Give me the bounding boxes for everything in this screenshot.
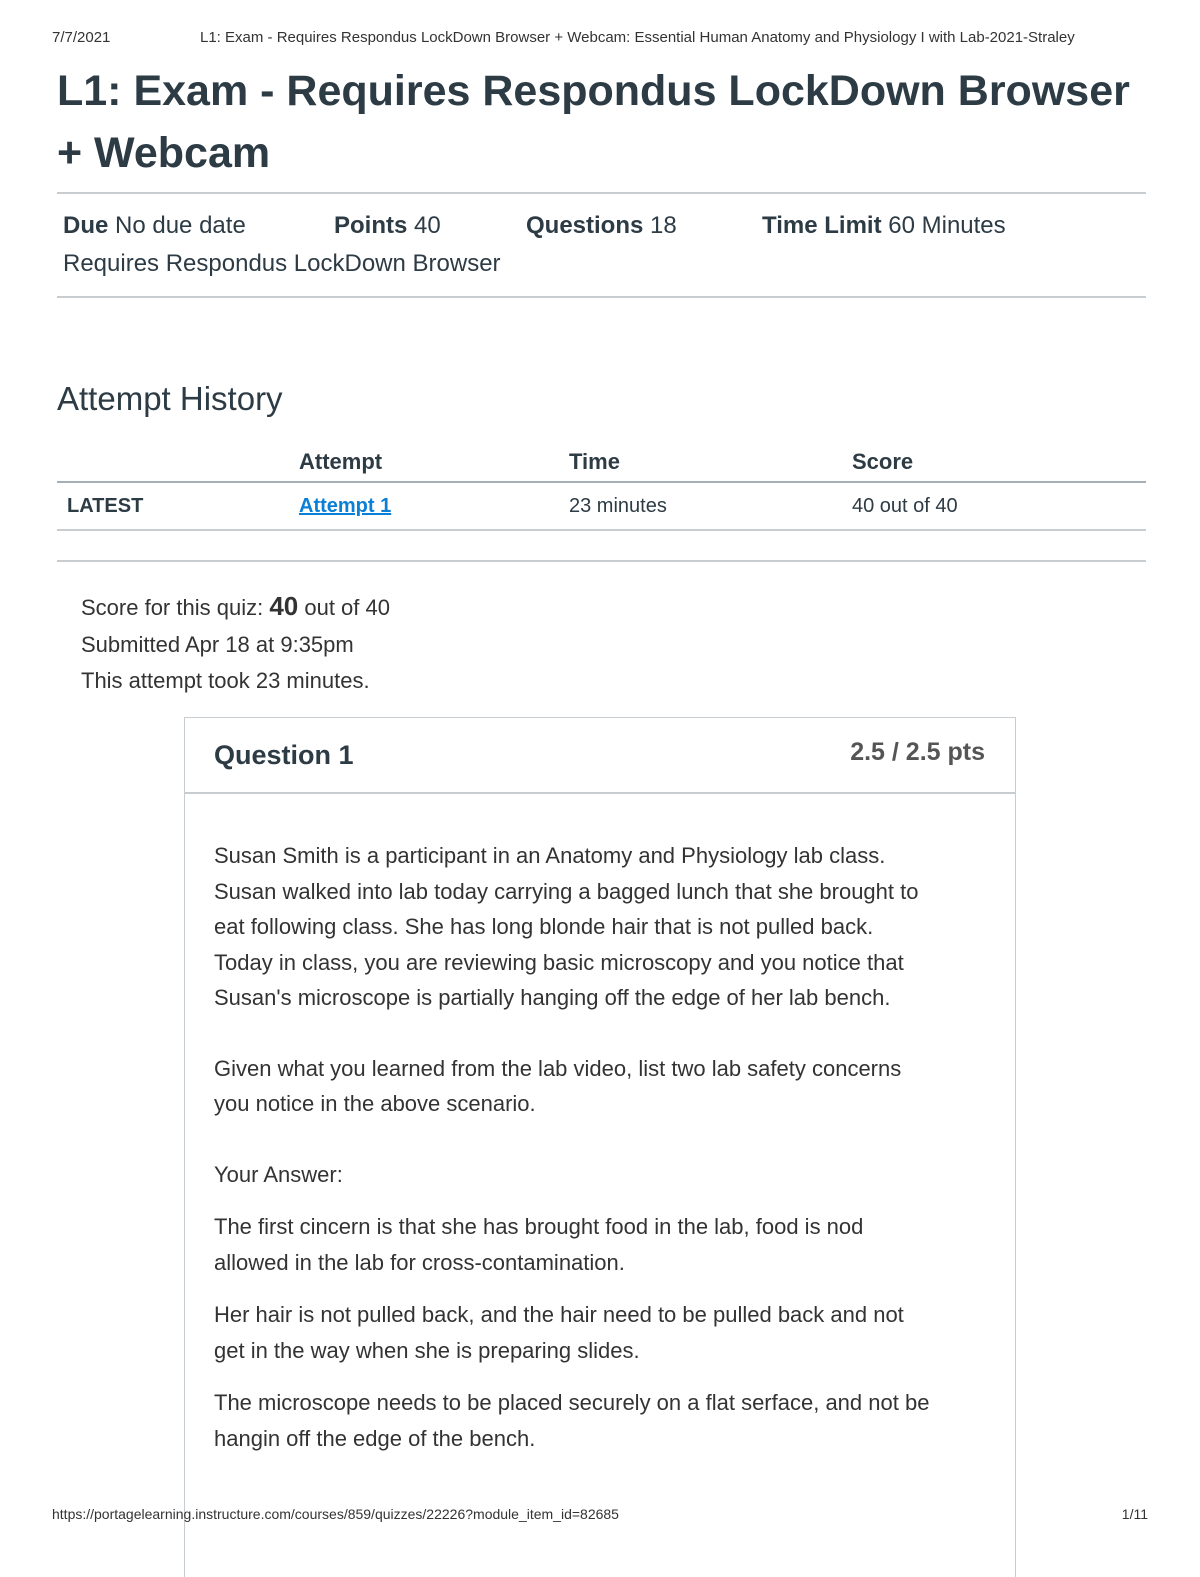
attempt-history-heading: Attempt History [57,380,283,417]
questions-label: Questions [526,212,644,239]
due-label: Due [63,212,109,239]
lockdown-note: Requires Respondus LockDown Browser [63,250,501,277]
column-header-score: Score [852,449,914,474]
column-header-time: Time [569,449,620,474]
question-title: Question 1 [214,740,354,770]
question-header [185,718,1015,794]
question-card [184,717,1016,1577]
task-line: Given what you learned from the lab video, list two lab safety concerns [214,1055,902,1081]
latest-badge: LATEST [67,495,144,517]
prompt-line: eat following class. She has long blonde hair that is not pulled back. [214,914,874,939]
answer-paragraph: The microscope needs to be placed securely on a flat serface, and not be hangin off the edge of the bench. [214,1390,930,1451]
page-number: 1/11 [1121,1506,1148,1522]
score-suffix: out of 40 [304,595,390,620]
score-prefix: Score for this quiz: [81,595,264,620]
divider [57,296,1146,298]
time-limit-label: Time Limit [762,212,882,239]
task-line: you notice in the above scenario. [214,1091,536,1116]
print-url: https://portagelearning.instructure.com/courses/859/quizzes/22226?module_item_id=82685 [52,1506,619,1522]
points-value: 40 [414,212,441,239]
divider [57,192,1146,194]
print-date: 7/7/2021 [52,29,111,46]
table-header-divider [57,481,1146,483]
points-label: Points [334,212,408,239]
attempt-duration: This attempt took 23 minutes. [81,668,370,693]
prompt-line: Susan Smith is a participant in an Anatomy and Physiology lab class. [214,843,886,868]
due-value: No due date [115,212,246,239]
attempt-time: 23 minutes [569,495,667,517]
submitted-time: Submitted Apr 18 at 9:35pm [81,632,354,657]
column-header-attempt: Attempt [299,449,383,474]
points-detail [334,212,441,240]
answer-paragraph: The first cincern is that she has brought food in the lab, food is nod allowed in the lab for cross-contamination. [214,1214,864,1275]
attempt-1-link[interactable]: Attempt 1 [299,495,392,517]
time-limit-value: 60 Minutes [888,212,1006,239]
time-limit-detail [762,212,1006,240]
score-value: 40 [269,591,299,621]
prompt-line: Today in class, you are reviewing basic microscopy and you notice that [214,949,904,975]
answer-label: Your Answer: [214,1161,343,1187]
answer-paragraph: Her hair is not pulled back, and the hair need to be pulled back and not get in the way when she is preparing slides. [214,1302,904,1363]
print-document-title: L1: Exam - Requires Respondus LockDown Browser + Webcam: Essential Human Anatomy and Physiology I with Lab-2021-Straley [200,29,1075,46]
prompt-line: Susan's microscope is partially hanging off the edge of her lab bench. [214,985,891,1010]
prompt-line: Susan walked into lab today carrying a bagged lunch that she brought to [214,878,919,904]
question-points: 2.5 / 2.5 pts [850,738,985,766]
question-body [214,838,999,1456]
quiz-details [63,212,246,240]
page-title: L1: Exam - Requires Respondus LockDown Browser + Webcam [57,67,1130,177]
quiz-score [81,591,390,622]
attempt-score: 40 out of 40 [852,495,958,517]
questions-value: 18 [650,212,677,239]
divider [57,560,1146,562]
questions-detail [526,212,677,240]
table-row-divider [57,529,1146,531]
